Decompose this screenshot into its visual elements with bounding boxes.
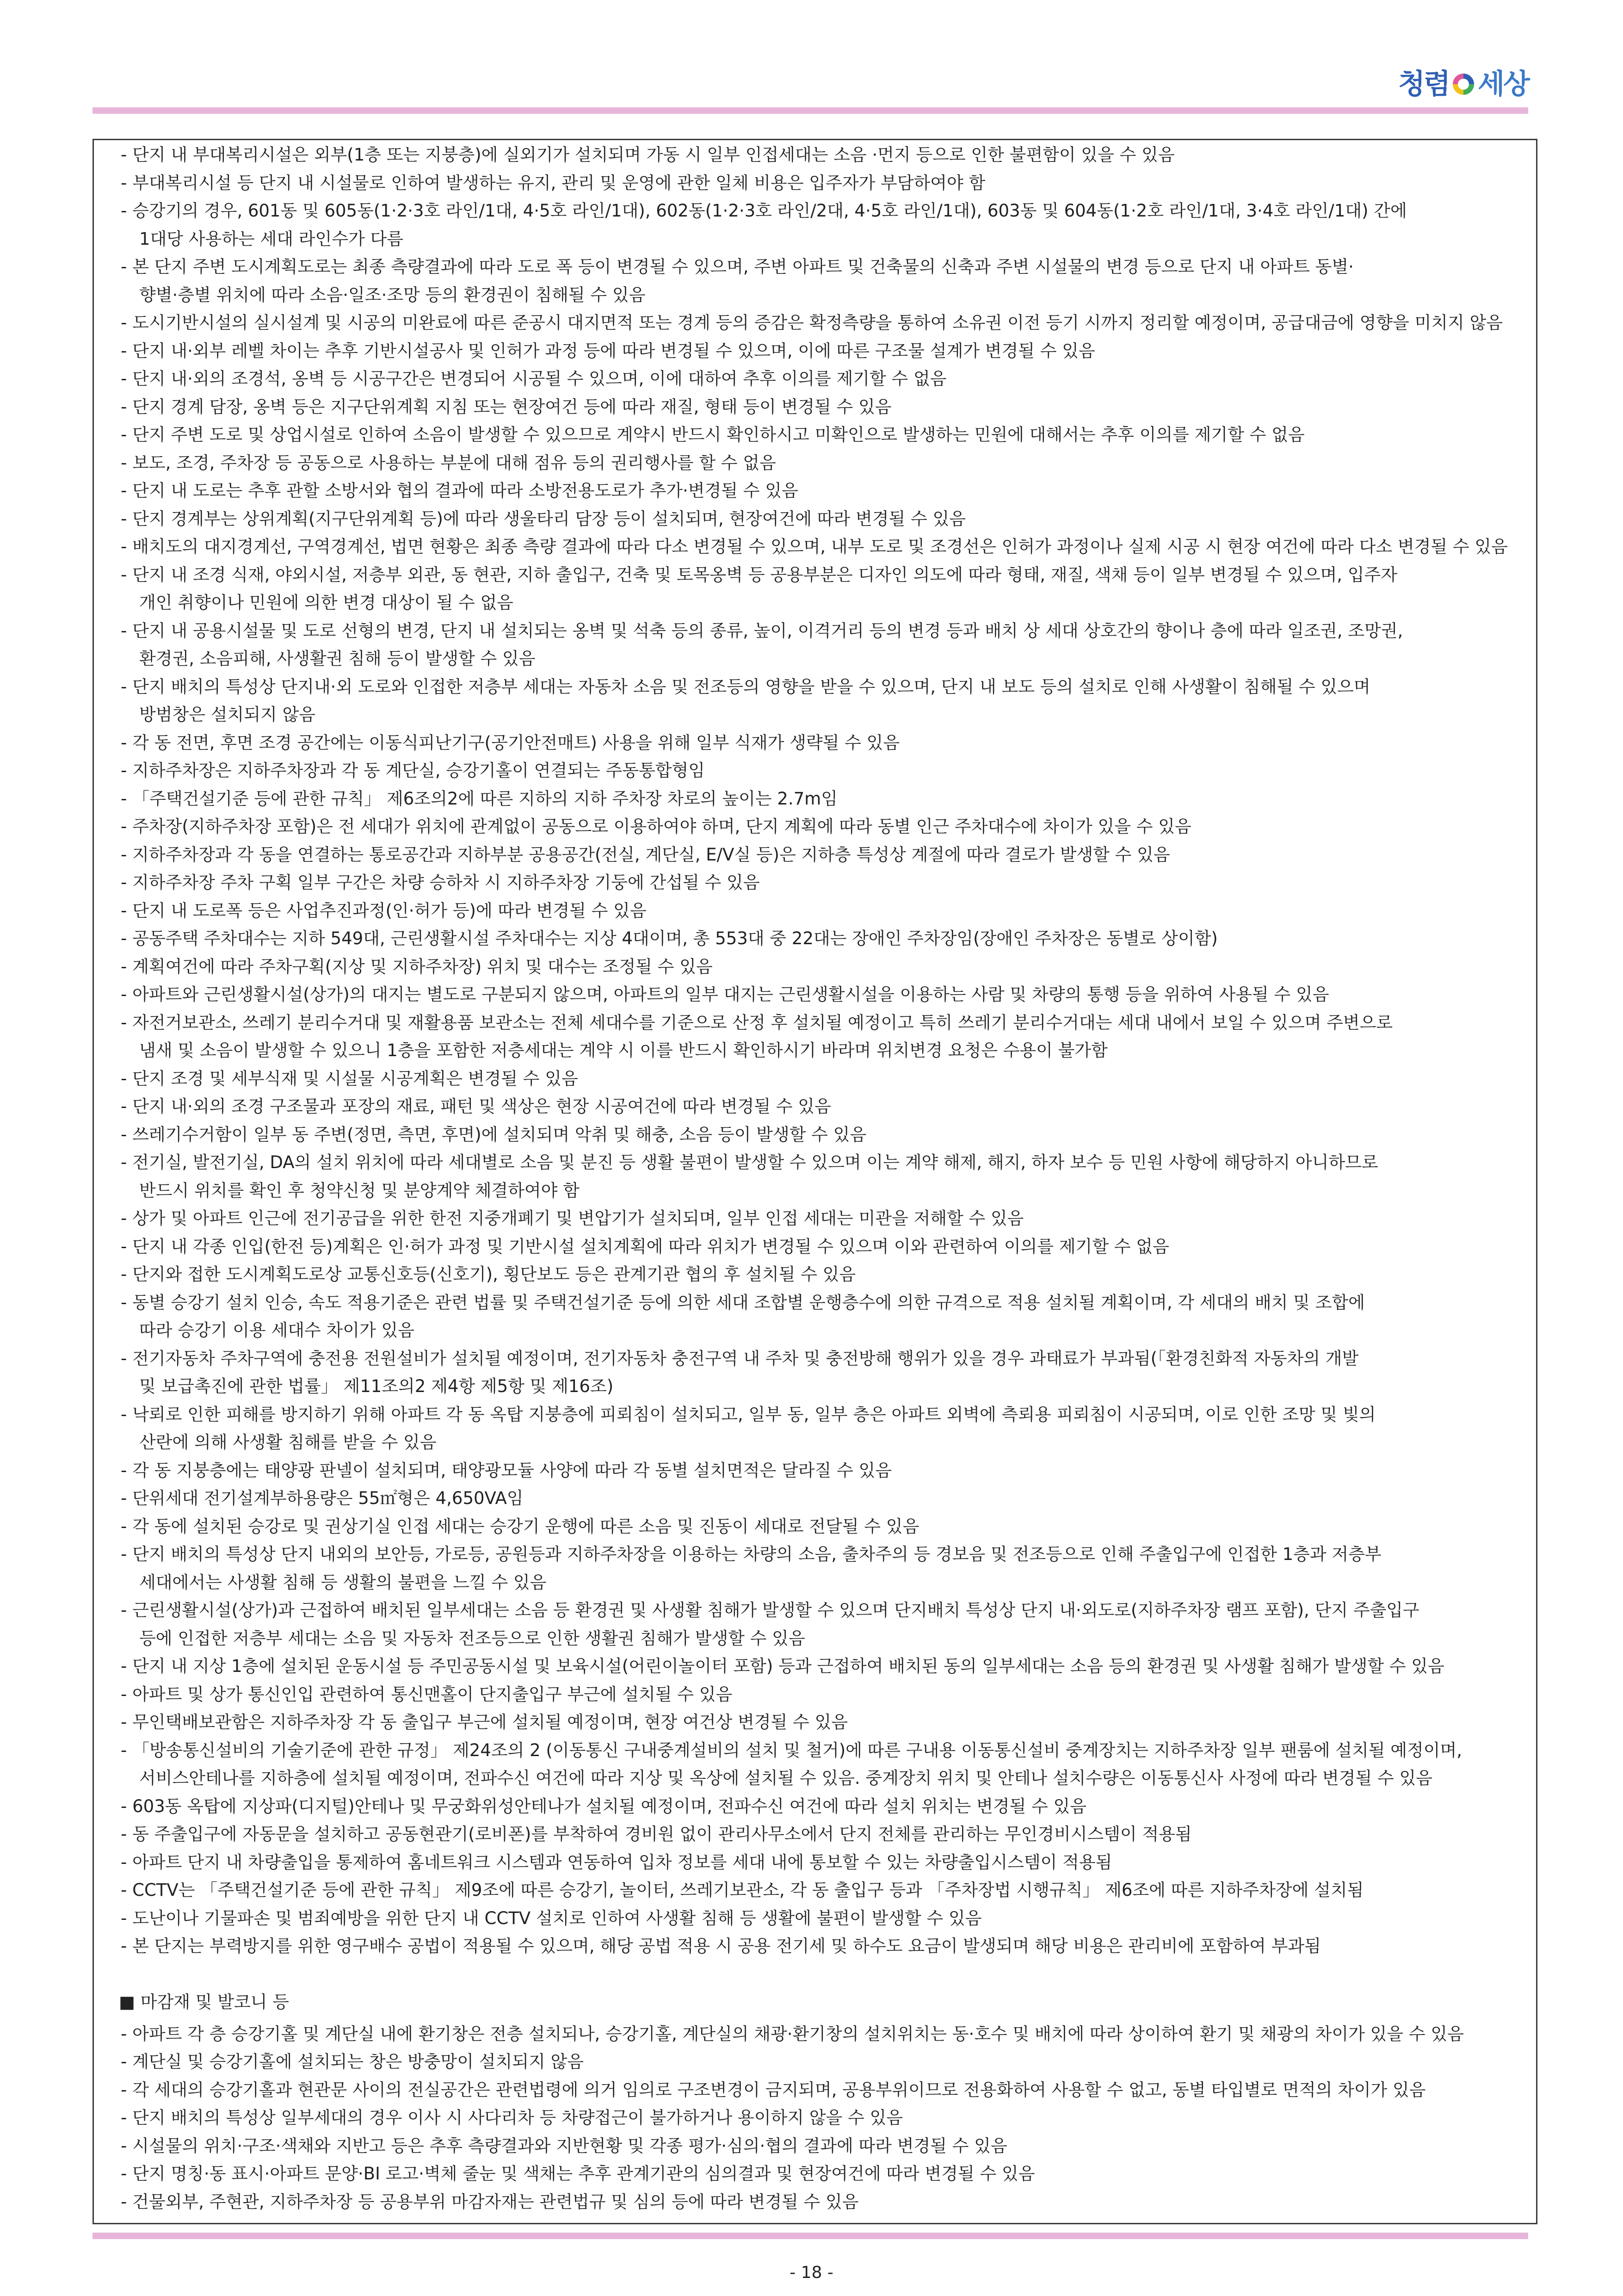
notice-line: - 공동주택 주차대수는 지하 549대, 근린생활시설 주차대수는 지상 4대이며, 총 553대 중 22대는 장애인 주차장임(장애인 주차장은 동별로 상이함) [121,928,1218,948]
notice-line-continued: 서비스안테나를 지하층에 설치될 예정이며, 전파수신 여건에 따라 지상 및 옥상에 설치될 수 있음. 중계장치 위치 및 안테나 설치수량은 이동통신사 사정에 따라 변경될 수 있음 [139,1768,1432,1788]
notice-item [121,421,1516,449]
notice-item [121,169,1516,198]
finishes-line: - 아파트 각 층 승강기홀 및 계단실 내에 환기창은 전층 설치되나, 승강기홀, 계단실의 채광·환기창의 설치위치는 동·호수 및 배치에 따라 상이하여 환기 및 채광의 차이가 있을 수 있음 [121,2024,1464,2044]
notice-item [121,1345,1516,1401]
notice-line: - 아파트 단지 내 차량출입을 통제하여 홈네트워크 시스템과 연동하여 입차 정보를 세대 내에 통보할 수 있는 차량출입시스템이 적용됨 [121,1852,1112,1872]
notice-line-continued: 방범창은 설치되지 않음 [139,705,315,724]
notice-line: - 단지 조경 및 세부식재 및 시설물 시공계획은 변경될 수 있음 [121,1068,578,1089]
notice-item [121,813,1516,841]
notice-item [121,757,1516,785]
notice-item [121,1932,1516,1961]
notice-line: - 도난이나 기물파손 및 범죄예방을 위한 단지 내 CCTV 설치로 인하여 사생활 침해 등 생활에 불편이 발생할 수 있음 [121,1908,982,1928]
notice-line-continued: 따라 승강기 이용 세대수 차이가 있음 [139,1320,414,1340]
notice-line: - 전기실, 발전기실, DA의 설치 위치에 따라 세대별로 소음 및 분진 등 생활 불편이 발생할 수 있으며 이는 계약 해제, 해지, 하자 보수 등 민원 사항에 해당하지 아니하므로 [121,1152,1378,1172]
notice-item [121,1820,1516,1849]
notice-line-continued: 및 보급촉진에 관한 법률」 제11조의2 제4항 제5항 및 제16조) [139,1376,614,1396]
notice-line: - 단지 배치의 특성상 단지 내외의 보안등, 가로등, 공원등과 지하주차장을 이용하는 차량의 소음, 출차주의 등 경보음 및 전조등으로 인해 주출입구에 인접한 1층과 저층부 [121,1544,1382,1564]
notice-line: - 낙뢰로 인한 피해를 방지하기 위해 아파트 각 동 옥탑 지붕층에 피뢰침이 설치되고, 일부 동, 일부 층은 아파트 외벽에 측뢰용 피뢰침이 시공되며, 이로 인한 조망 및 빛의 [121,1404,1376,1424]
notice-item [121,785,1516,813]
notice-item [121,197,1516,253]
finishes-line: - 계단실 및 승강기홀에 설치되는 창은 방충망이 설치되지 않음 [121,2052,584,2072]
notice-item [121,309,1516,337]
notice-line-continued: 등에 인접한 저층부 세대는 소음 및 자동차 전조등으로 인한 생활권 침해가 발생할 수 있음 [139,1628,805,1648]
notice-item [121,393,1516,421]
notice-item [121,729,1516,757]
notice-item [121,1681,1516,1709]
notice-line: - 각 동 지붕층에는 태양광 판넬이 설치되며, 태양광모듈 사양에 따라 각 동별 설치면적은 달라질 수 있음 [121,1460,892,1480]
notice-line: - 단지 내·외부 레벨 차이는 추후 기반시설공사 및 인허가 과정 등에 따라 변경될 수 있으며, 이에 따른 구조물 설계가 변경될 수 있음 [121,340,1095,361]
notice-line-continued: 냄새 및 소음이 발생할 수 있으니 1층을 포함한 저층세대는 계약 시 이를 반드시 확인하시기 바라며 위치변경 요청은 수용이 불가함 [139,1040,1108,1060]
notice-item [121,897,1516,925]
notice-item [121,1065,1516,1093]
finishes-item [121,2104,1516,2132]
notice-item [121,1205,1516,1233]
finishes-line: - 단지 배치의 특성상 일부세대의 경우 이사 시 사다리차 등 차량접근이 불가하거나 용이하지 않을 수 있음 [121,2108,903,2128]
notice-item [121,505,1516,533]
notice-line: - 단지 내 도로폭 등은 사업추진과정(인·허가 등)에 따라 변경될 수 있음 [121,900,647,921]
notice-line: - 단지 주변 도로 및 상업시설로 인하여 소음이 발생할 수 있으므로 계약시 반드시 확인하시고 미확인으로 발생하는 민원에 대해서는 추후 이의를 제기할 수 없음 [121,425,1305,445]
finishes-item [121,2188,1516,2216]
notice-item [121,925,1516,953]
finishes-item [121,2076,1516,2104]
notice-item [121,1457,1516,1485]
notice-line: - 쓰레기수거함이 일부 동 주변(정면, 측면, 후면)에 설치되며 악취 및 해충, 소음 등이 발생할 수 있음 [121,1124,867,1145]
notice-line-continued: 세대에서는 사생활 침해 등 생활의 불편을 느낄 수 있음 [139,1572,547,1592]
notice-item [121,253,1516,309]
notice-item [121,1093,1516,1121]
notice-line: - 상가 및 아파트 인근에 전기공급을 위한 한전 지중개폐기 및 변압기가 설치되며, 일부 인접 세대는 미관을 저해할 수 있음 [121,1208,1024,1228]
notice-item [121,1737,1516,1793]
section-title-finishes: ■ 마감재 및 발코니 등 [119,1992,289,2012]
notice-line: - 단지 내 지상 1층에 설치된 운동시설 등 주민공동시설 및 보육시설(어린이놀이터 포함) 등과 근접하여 배치된 동의 일부세대는 소음 등의 환경권 및 사생활 침해가 발생할 수 있음 [121,1656,1444,1676]
notice-box [93,139,1537,2224]
notice-item [121,141,1516,169]
finishes-list [121,2020,1516,2216]
notice-line: - 지하주차장 주차 구획 일부 구간은 차량 승하차 시 지하주차장 기둥에 간섭될 수 있음 [121,873,760,892]
notice-line: - 도시기반시설의 실시설계 및 시공의 미완료에 따른 준공시 대지면적 또는 경계 등의 증감은 확정측량을 통하여 소유권 이전 등기 시까지 정리할 예정이며, 공급대금에 영향을 미치지 않음 [121,313,1503,333]
notice-line: - 단지 내 공용시설물 및 도로 선형의 변경, 단지 내 설치되는 옹벽 및 석축 등의 종류, 높이, 이격거리 등의 변경 등과 배치 상 세대 상호간의 향이나 층에 따라 일조권, 조망권, [121,620,1403,641]
notice-line: - 각 동 전면, 후면 조경 공간에는 이동식피난기구(공기안전매트) 사용을 위해 일부 식재가 생략될 수 있음 [121,732,900,753]
notice-item [121,1149,1516,1205]
notice-item [121,1708,1516,1737]
notice-line: - 「주택건설기준 등에 관한 규칙」 제6조의2에 따른 지하의 지하 주차장 차로의 높이는 2.7m임 [121,788,838,809]
notice-line: - 단지 내 조경 식재, 야외시설, 저층부 외관, 동 현관, 지하 출입구, 건축 및 토목옹벽 등 공용부분은 디자인 의도에 따라 형태, 재질, 색채 등이 일부 변경될 수 있으며, 입주자 [121,564,1397,585]
notice-item [121,1401,1516,1457]
notice-item [121,337,1516,365]
notice-list [121,141,1516,1961]
finishes-line: - 시설물의 위치·구조·색채와 지반고 등은 추후 측량결과와 지반현황 및 각종 평가·심의·협의 결과에 따라 변경될 수 있음 [121,2135,1007,2156]
header-divider-bar [93,107,1528,114]
notice-line: - 단지 내 각종 인입(한전 등)계획은 인·허가 과정 및 기반시설 설치계획에 따라 위치가 변경될 수 있으며 이와 관련하여 이의를 제기할 수 없음 [121,1236,1169,1256]
integrity-logo [1383,63,1529,105]
notice-line: - 단지 배치의 특성상 단지내·외 도로와 인접한 저층부 세대는 자동차 소음 및 전조등의 영향을 받을 수 있으며, 단지 내 보도 등의 설치로 인해 사생활이 침해될 수 있으며 [121,676,1370,697]
notice-line: - 단지 경계 담장, 옹벽 등은 지구단위계획 지침 또는 현장여건 등에 따라 재질, 형태 등이 변경될 수 있음 [121,396,892,417]
notice-line: - 단지 내·외의 조경 구조물과 포장의 재료, 패턴 및 색상은 현장 시공여건에 따라 변경될 수 있음 [121,1096,831,1116]
logo-word-left: 청렴 [1398,68,1450,100]
notice-item [121,1793,1516,1821]
finishes-line: - 각 세대의 승강기홀과 현관문 사이의 전실공간은 관련법령에 의거 임의로 구조변경이 금지되며, 공용부위이므로 전용화하여 사용할 수 없고, 동별 타입별로 면적의 차이가 있음 [121,2079,1426,2100]
notice-line: - 「방송통신설비의 기술기준에 관한 규정」 제24조의 2 (이동통신 구내중계설비의 설치 및 철거)에 따른 구내용 이동통신설비 중계장치는 지하주차장 일부 팬룸에 설치될 예정이며, [121,1740,1463,1760]
notice-line-continued: 1대당 사용하는 세대 라인수가 다름 [139,229,403,249]
finishes-item [121,2020,1516,2048]
notice-line: - 지하주차장과 각 동을 연결하는 통로공간과 지하부분 공용공간(전실, 계단실, E/V실 등)은 지하층 특성상 계절에 따라 결로가 발생할 수 있음 [121,844,1170,865]
notice-line: - 동 주출입구에 자동문을 설치하고 공동현관기(로비폰)를 부착하여 경비원 없이 관리사무소에서 단지 전체를 관리하는 무인경비시스템이 적용됨 [121,1824,1192,1844]
notice-line: - 보도, 조경, 주차장 등 공동으로 사용하는 부분에 대해 점유 등의 권리행사를 할 수 없음 [121,452,776,473]
notice-item [121,365,1516,393]
notice-item [121,841,1516,869]
notice-line: - 자전거보관소, 쓰레기 분리수거대 및 재활용품 보관소는 전체 세대수를 기준으로 산정 후 설치될 예정이고 특히 쓰레기 분리수거대는 세대 내에서 보일 수 있으며 주변으로 [121,1012,1393,1033]
finishes-item [121,2132,1516,2160]
notice-item [121,1905,1516,1933]
notice-line: - 603동 옥탑에 지상파(디지털)안테나 및 무궁화위성안테나가 설치될 예정이며, 전파수신 여건에 따라 설치 위치는 변경될 수 있음 [121,1796,1087,1816]
notice-line: - 무인택배보관함은 지하주차장 각 동 출입구 부근에 설치될 예정이며, 현장 여건상 변경될 수 있음 [121,1712,848,1732]
notice-item [121,673,1516,729]
notice-line: - 본 단지는 부력방지를 위한 영구배수 공법이 적용될 수 있으며, 해당 공법 적용 시 공용 전기세 및 하수도 요금이 발생되며 해당 비용은 관리비에 포함하여 부과됨 [121,1936,1321,1956]
notice-item [121,1485,1516,1513]
notice-item [121,533,1516,561]
notice-line: - 각 동에 설치된 승강로 및 권상기실 인접 세대는 승강기 운행에 따른 소음 및 진동이 세대로 전달될 수 있음 [121,1516,919,1536]
notice-item [121,953,1516,981]
notice-line: - 계획여건에 따라 주차구획(지상 및 지하주차장) 위치 및 대수는 조정될 수 있음 [121,956,713,977]
notice-line: - 승강기의 경우, 601동 및 605동(1·2·3호 라인/1대, 4·5호 라인/1대), 602동(1·2·3호 라인/2대, 4·5호 라인/1대), 603동 및 604동(1·2호 라인/1대, 3·4호 라인/1대) 간에 [121,201,1407,221]
notice-line-continued: 반드시 위치를 확인 후 청약신청 및 분양계약 체결하여야 함 [139,1180,580,1201]
finishes-item [121,2048,1516,2076]
finishes-item [121,2160,1516,2188]
page-number: - 18 - [790,2263,833,2282]
notice-line: - 단위세대 전기설계부하용량은 55㎡형은 4,650VA임 [121,1488,524,1508]
notice-item [121,1849,1516,1877]
notice-item [121,1541,1516,1597]
notice-line-continued: 환경권, 소음피해, 사생활권 침해 등이 발생할 수 있음 [139,649,536,668]
notice-item [121,1261,1516,1289]
notice-line: - 아파트와 근린생활시설(상가)의 대지는 별도로 구분되지 않으며, 아파트의 일부 대지는 근린생활시설을 이용하는 사람 및 차량의 통행 등을 위하여 사용될 수 있음 [121,984,1329,1004]
finishes-line: - 단지 명칭·동 표시·아파트 문양·BI 로고·벽체 줄눈 및 색채는 추후 관계기관의 심의결과 및 현장여건에 따라 변경될 수 있음 [121,2164,1035,2184]
notice-line: - 단지 내 도로는 추후 관할 소방서와 협의 결과에 따라 소방전용도로가 추가·변경될 수 있음 [121,481,798,501]
notice-item [121,1513,1516,1541]
logo-word-right: 세상 [1478,68,1529,100]
emblem-icon [1453,74,1474,95]
notice-item [121,1121,1516,1149]
notice-line: - 단지와 접한 도시계획도로상 교통신호등(신호기), 횡단보도 등은 관계기관 협의 후 설치될 수 있음 [121,1264,856,1284]
notice-line: - 배치도의 대지경계선, 구역경계선, 법면 현황은 최종 측량 결과에 따라 다소 변경될 수 있으며, 내부 도로 및 조경선은 인허가 과정이나 실제 시공 시 현장 여건에 따라 다소 변경될 수 있음 [121,537,1508,557]
notice-line: - 본 단지 주변 도시계획도로는 최종 측량결과에 따라 도로 폭 등이 변경될 수 있으며, 주변 아파트 및 건축물의 신축과 주변 시설물의 변경 등으로 단지 내 아파트 동별· [121,257,1354,277]
notice-item [121,449,1516,477]
notice-item [121,617,1516,673]
notice-item [121,477,1516,505]
notice-line: - 단지 경계부는 상위계획(지구단위계획 등)에 따라 생울타리 담장 등이 설치되며, 현장여건에 따라 변경될 수 있음 [121,508,966,529]
notice-line: - 단지 내 부대복리시설은 외부(1층 또는 지붕층)에 실외기가 설치되며 가동 시 일부 인접세대는 소음 ·먼지 등으로 인한 불편함이 있을 수 있음 [121,145,1175,165]
notice-line: - 아파트 및 상가 통신인입 관련하여 통신맨홀이 단지출입구 부근에 설치될 수 있음 [121,1684,733,1704]
notice-line: - 동별 승강기 설치 인승, 속도 적용기준은 관련 법률 및 주택건설기준 등에 의한 세대 조합별 운행층수에 의한 규격으로 적용 설치될 계획이며, 각 세대의 배치 및 조합에 [121,1292,1365,1312]
notice-item [121,1233,1516,1261]
notice-item [121,981,1516,1009]
notice-line-continued: 산란에 의해 사생활 침해를 받을 수 있음 [139,1432,437,1452]
notice-line: - CCTV는 「주택건설기준 등에 관한 규칙」 제9조에 따른 승강기, 놀이터, 쓰레기보관소, 각 동 출입구 등과 「주차장법 시행규칙」 제6조에 따른 지하주차장에 설치됨 [121,1880,1364,1900]
notice-line-continued: 개인 취향이나 민원에 의한 변경 대상이 될 수 없음 [139,593,513,613]
notice-item [121,561,1516,617]
notice-line: - 근린생활시설(상가)과 근접하여 배치된 일부세대는 소음 등 환경권 및 사생활 침해가 발생할 수 있으며 단지배치 특성상 단지 내·외도로(지하주차장 램프 포함), 단지 주출입구 [121,1600,1419,1620]
notice-item [121,1597,1516,1652]
notice-item [121,1009,1516,1065]
notice-item [121,1876,1516,1905]
spacer-row [121,1961,1516,1989]
notice-line: - 전기자동차 주차구역에 충전용 전원설비가 설치될 예정이며, 전기자동차 충전구역 내 주차 및 충전방해 행위가 있을 경우 과태료가 부과됨(「환경친화적 자동차의 개발 [121,1348,1359,1368]
notice-item [121,1289,1516,1345]
notice-item [121,1652,1516,1681]
notice-item [121,869,1516,897]
notice-line: - 주차장(지하주차장 포함)은 전 세대가 위치에 관계없이 공동으로 이용하여야 하며, 단지 계획에 따라 동별 인근 주차대수에 차이가 있을 수 있음 [121,817,1191,836]
notice-line: - 단지 내·외의 조경석, 옹벽 등 시공구간은 변경되어 시공될 수 있으며, 이에 대하여 추후 이의를 제기할 수 없음 [121,369,947,389]
notice-line: - 지하주차장은 지하주차장과 각 동 계단실, 승강기홀이 연결되는 주동통합형임 [121,761,705,780]
notice-line-continued: 향별·층별 위치에 따라 소음·일조·조망 등의 환경권이 침해될 수 있음 [139,285,646,305]
footer-divider-bar [93,2233,1528,2239]
finishes-line: - 건물외부, 주현관, 지하주차장 등 공용부위 마감자재는 관련법규 및 심의 등에 따라 변경될 수 있음 [121,2191,859,2212]
notice-line: - 부대복리시설 등 단지 내 시설물로 인하여 발생하는 유지, 관리 및 운영에 관한 일체 비용은 입주자가 부담하여야 함 [121,173,986,193]
